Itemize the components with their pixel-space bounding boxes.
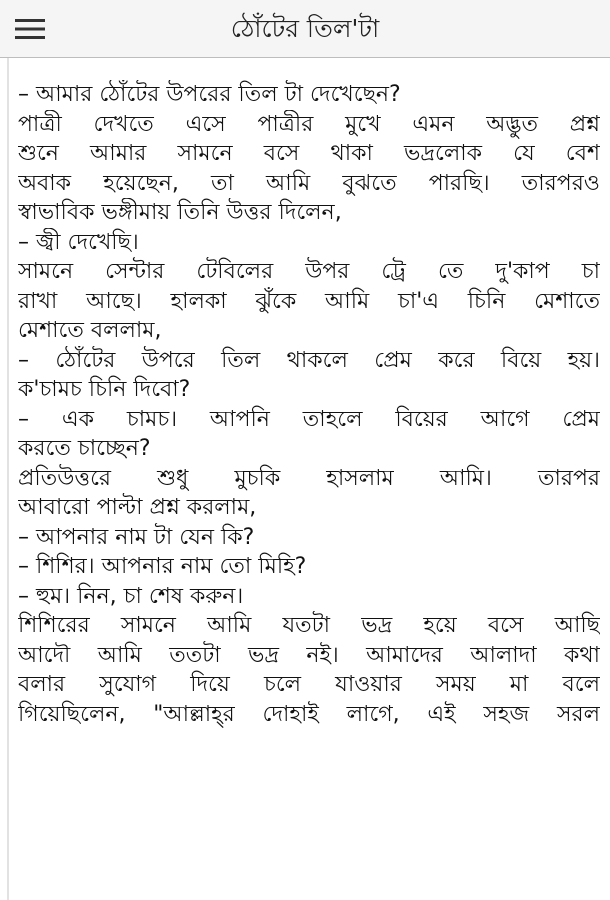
story-line: – হুম। নিন, চা শেষ করুন। [18, 583, 244, 609]
app-bar [0, 0, 610, 58]
story-line: করতে চাচ্ছেন? [18, 436, 151, 461]
story-line: – শিশির। আপনার নাম তো মিহি? [18, 554, 307, 579]
story-line: গিয়েছিলেন, "আল্লাহ্‌র দোহাই লাগে, এই সহজ সরল [18, 701, 600, 727]
left-divider [7, 58, 9, 900]
story-line: রাখা আছে। হালকা ঝুঁকে আমি চা'এ চিনি মেশাতে [18, 288, 600, 314]
story-line: মেশাতে বললাম, [18, 318, 162, 343]
story-text [18, 80, 600, 900]
story-line: – ঠোঁটের উপরে তিল থাকলে প্রেম করে বিয়ে হয়। [18, 347, 600, 373]
story-line: বলার সুযোগ দিয়ে চলে যাওয়ার সময় মা বলে [18, 672, 600, 697]
story-line: – আমার ঠোঁটের উপরের তিল টা দেখেছেন? [18, 82, 401, 107]
story-line: – আপনার নাম টা যেন কি? [18, 524, 255, 550]
story-line: – এক চামচ। আপনি তাহলে বিয়ের আগে প্রেম [18, 406, 600, 432]
story-line: পাত্রী দেখতে এসে পাত্রীর মুখে এমন অদ্ভুত প্রশ্ন [18, 111, 600, 137]
story-line: সামনে সেন্টার টেবিলের উপর ট্রে তে দু'কাপ চা [18, 259, 600, 284]
story-line: প্রতিউত্তরে শুধু মুচকি হাসলাম আমি। তারপর [18, 465, 600, 491]
story-line: ক'চামচ চিনি দিবো? [18, 377, 191, 402]
story-line: আদৌ আমি ততটা ভদ্র নই। আমাদের আলাদা কথা [18, 642, 600, 668]
story-line: স্বাভাবিক ভঙ্গীমায় তিনি উত্তর দিলেন, [18, 200, 342, 225]
story-line: অবাক হয়েছেন, তা আমি বুঝতে পারছি। তারপরও [18, 170, 600, 196]
story-line: শুনে আমার সামনে বসে থাকা ভদ্রলোক যে বেশ [18, 141, 600, 166]
story-line: আবারো পাল্টা প্রশ্ন করলাম, [18, 495, 257, 520]
story-line: শিশিরের সামনে আমি যতটা ভদ্র হয়ে বসে আছি [18, 613, 600, 638]
page-title: ঠোঁটের তিল'টা [230, 14, 380, 43]
story-line: – জ্বী দেখেছি। [18, 229, 139, 255]
